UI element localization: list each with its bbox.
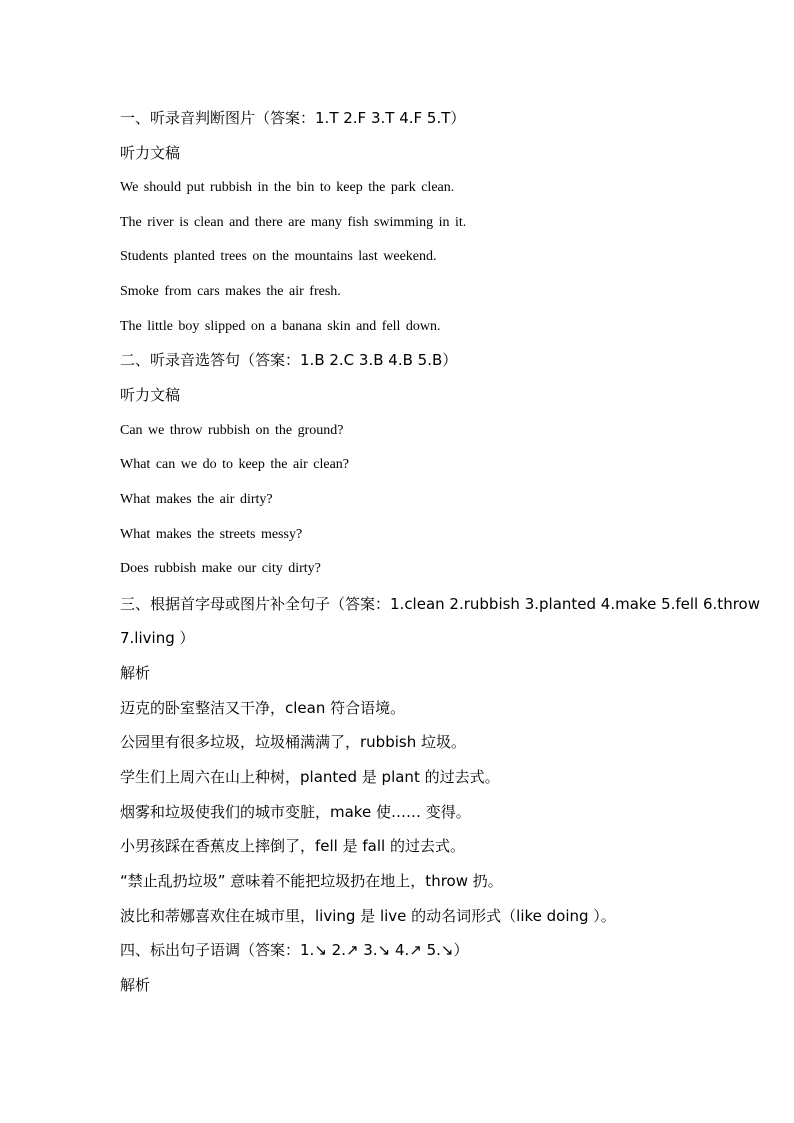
section-1-subheading: 听力文稿 [120, 144, 181, 162]
section-1-heading: 一、听录音判断图片（答案：1.T 2.F 3.T 4.F 5.T） [120, 109, 466, 127]
transcript-line: What makes the streets messy? [120, 527, 303, 542]
section-3-heading: 三、根据首字母或图片补全句子（答案：1.clean 2.rubbish 3.planted 4.make 5.fell 6.throw [120, 595, 760, 613]
explanation-line: “禁止乱扔垃圾” 意味着不能把垃圾扔在地上，throw 扔。 [120, 872, 503, 890]
section-3-subheading: 解析 [120, 664, 151, 682]
transcript-line: What makes the air dirty? [120, 492, 273, 507]
transcript-line: The little boy slipped on a banana skin and fell down. [120, 319, 441, 334]
explanation-line: 公园里有很多垃圾，垃圾桶满满了，rubbish 垃圾。 [120, 733, 466, 751]
section-2-subheading: 听力文稿 [120, 386, 181, 404]
explanation-line: 迈克的卧室整洁又干净，clean 符合语境。 [120, 699, 406, 717]
explanation-line: 波比和蒂娜喜欢住在城市里，living 是 live 的动名词形式（like doing ）。 [120, 907, 616, 925]
transcript-line: Smoke from cars makes the air fresh. [120, 284, 341, 299]
transcript-line: Does rubbish make our city dirty? [120, 561, 321, 576]
section-2-heading: 二、听录音选答句（答案：1.B 2.C 3.B 4.B 5.B） [120, 351, 458, 369]
transcript-line: We should put rubbish in the bin to keep the park clean. [120, 180, 455, 195]
explanation-line: 烟雾和垃圾使我们的城市变脏，make 使…… 变得。 [120, 803, 471, 821]
transcript-line: Can we throw rubbish on the ground? [120, 423, 344, 438]
transcript-line: The river is clean and there are many fish swimming in it. [120, 215, 467, 230]
section-4-subheading: 解析 [120, 976, 151, 994]
transcript-line: What can we do to keep the air clean? [120, 457, 350, 472]
explanation-line: 小男孩踩在香蕉皮上摔倒了，fell 是 fall 的过去式。 [120, 837, 465, 855]
transcript-line: Students planted trees on the mountains last weekend. [120, 249, 437, 264]
section-3-heading-continued: 7.living ） [120, 629, 195, 647]
section-4-heading: 四、标出句子语调（答案：1.↘ 2.↗ 3.↘ 4.↗ 5.↘） [120, 941, 469, 959]
explanation-line: 学生们上周六在山上种树，planted 是 plant 的过去式。 [120, 768, 500, 786]
